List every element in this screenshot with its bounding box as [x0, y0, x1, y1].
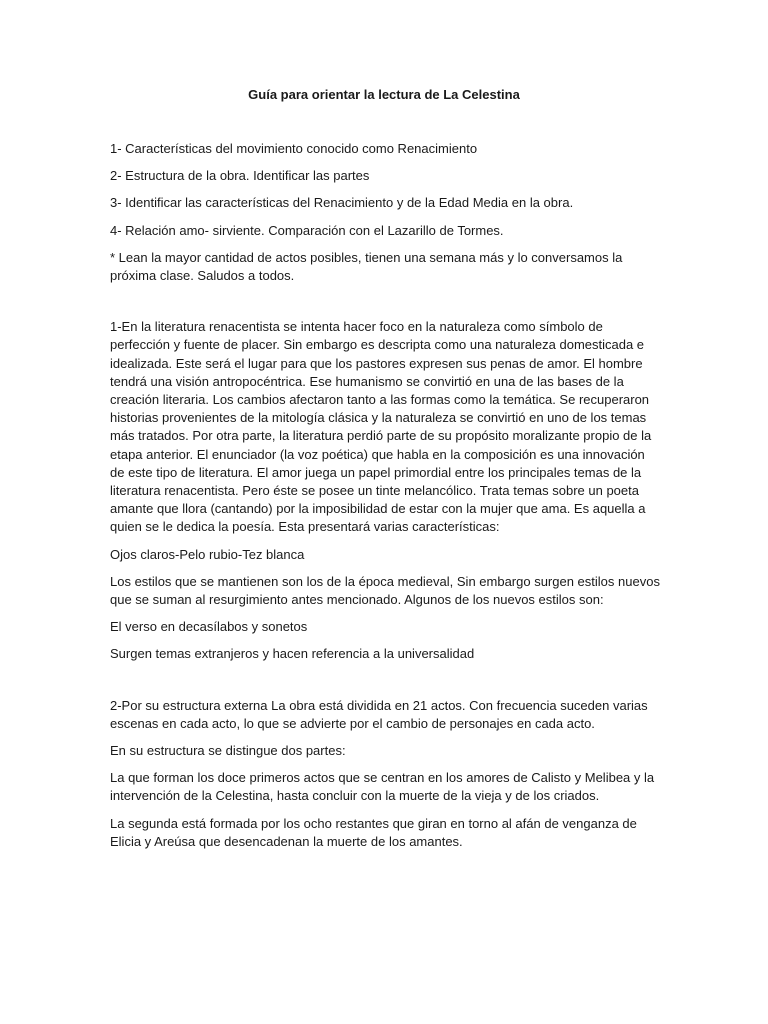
answer-2-part-one: La que forman los doce primeros actos que se centran en los amores de Calisto y Melibea y la intervención de la Celestina, hasta concluir con la muerte de la vieja y de los criados. [110, 770, 655, 804]
answer-2-part-two: La segunda está formada por los ocho restantes que giran en torno al afán de venganza de Elicia y Areúsa que desencadenan la muerte de los amantes. [110, 815, 637, 849]
answer-2-paragraph: 2-Por su estructura externa La obra está dividida en 21 actos. Con frecuencia suceden varias escenas en cada acto, lo que se advierte por el cambio de personajes en cada acto. [110, 697, 648, 731]
answer-1-style-verse: El verso en decasílabos y sonetos [110, 619, 308, 635]
answer-1-styles: Los estilos que se mantienen son los de la época medieval, Sin embargo surgen estilos nuevos que se suman al resurgimiento antes mencionado. Algunos de los nuevos estilos son: [110, 573, 660, 608]
document-body [110, 140, 660, 860]
document-title: Guía para orientar la lectura de La Celestina [248, 87, 520, 102]
answer-1-style-themes: Surgen temas extranjeros y hacen referencia a la universalidad [110, 646, 475, 662]
question-4: 4- Relación amo- sirviente. Comparación con el Lazarillo de Tormes. [110, 222, 504, 238]
question-1: 1- Características del movimiento conocido como Renacimiento [110, 141, 478, 156]
question-2: 2- Estructura de la obra. Identificar las partes [110, 168, 370, 184]
answer-1-characteristics: Ojos claros-Pelo rubio-Tez blanca [110, 546, 305, 562]
answer-2-structure: En su estructura se distingue dos partes: [110, 743, 346, 759]
instructions-note: * Lean la mayor cantidad de actos posibles, tienen una semana más y lo conversamos la próxima clase. Saludos a todos. [110, 249, 623, 284]
answer-1-paragraph: 1-En la literatura renacentista se intenta hacer foco en la naturaleza como símbolo de perfección y fuente de placer. Sin embargo es descripta como una naturaleza domesticada e idealizada. Este será el lugar para que los pastores expresen sus penas de amor. El hombre tendrá una visión antropocéntrica. Ese humanismo se convirtió en una de las bases de la creación literaria. Los cambios afectaron tanto a las formas como la temática. Se recuperaron historias provenientes de la mitología clásica y la naturaleza se convirtió en uno de los temas más tratados. Por otra parte, la literatura perdió parte de su propósito moralizante propio de la etapa anterior. El enunciador (la voz poética) que habla en la composición es una innovación de este tipo de literatura. El amor juega un papel primordial entre los principales temas de la literatura renacentista. Pero éste se posee un tinte melancólico. Trata temas sobre un poeta amante que llora (cantando) por la imposibilidad de estar con la mujer que ama. Es aquella a quien se le dedica la poesía. Esta presentará varias características: [110, 319, 652, 535]
question-3: 3- Identificar las características del Renacimiento y de la Edad Media en la obra. [110, 195, 574, 211]
